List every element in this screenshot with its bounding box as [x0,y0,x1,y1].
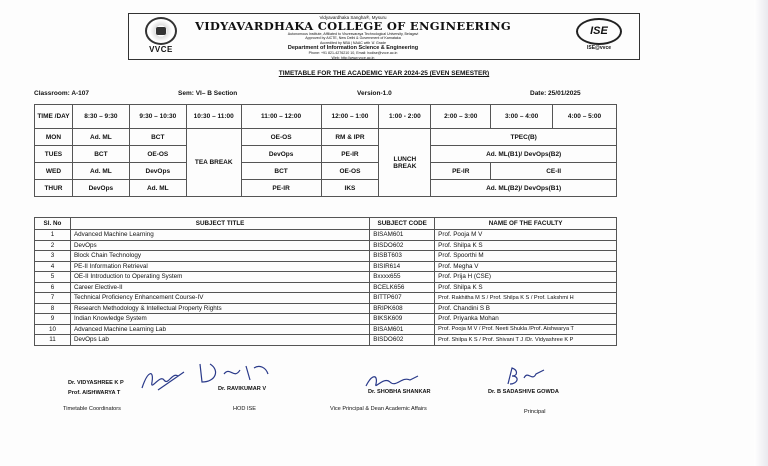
class-cell: BCT [241,163,321,180]
classroom-text: Classroom: A-107 [34,90,90,97]
subject-title: DevOps [70,240,369,251]
principal-role: Principal [524,409,546,415]
subject-code: BIKSK609 [370,314,435,325]
subject-code: BCELK656 [370,282,435,293]
slot-header: 10:30 – 11:00 [186,105,241,129]
serial-no: 8 [35,303,71,314]
subject-row [35,272,617,283]
subject-row [35,324,617,335]
class-cell: RM & IPR [321,129,379,146]
letterhead-text [193,15,513,60]
accreditation-line: Accredited by NBA | NAAC with 'A' Grade [319,40,387,45]
hod-signature-icon [196,360,276,386]
subject-header-row [35,218,617,230]
coordinator-signature-icon [138,366,188,394]
affiliation-line: Autonomous Institute, Affiliated to Visvesvaraya Technological University, Belagavi [287,32,419,36]
subject-row [35,240,617,251]
class-cell: PE-IR [321,146,379,163]
department-logo [569,18,629,58]
serial-no: 10 [35,324,71,335]
subject-row [35,293,617,304]
faculty-name: Prof. Pooja M V [435,230,617,241]
faculty-name: Prof. Prija H (CSE) [435,272,617,283]
day-row-wed [35,163,617,180]
hod-name: Dr. RAVIKUMAR V [218,386,267,392]
subject-row [35,282,617,293]
subject-title: Advanced Machine Learning Lab [70,324,369,335]
subject-row [35,261,617,272]
time-slot-header-row [35,105,617,129]
faculty-name: Prof. Megha V [435,261,617,272]
class-cell: Ad. ML [72,129,129,146]
approval-line: Approved by AICTE, New Delhi & Government of Karnataka [305,36,401,41]
college-emblem-icon [145,17,177,45]
college-logo [133,17,189,57]
slot-header: 11:00 – 12:00 [241,105,321,129]
coordinator-1-name: Dr. VIDYASHREE K P [68,380,124,386]
department-name: Department of Information Science & Engineering [287,45,419,52]
department-logo-caption: ISE@vvce [586,45,612,51]
afternoon-cell: CE-II [491,163,617,180]
class-cell: PE-IR [241,180,321,197]
weekly-timetable [34,104,617,197]
faculty-name: Prof. Shilpa K S [435,240,617,251]
tea-break-cell: TEA BREAK [186,129,241,197]
subject-title: Career Elective-II [70,282,369,293]
day-row-thur [35,180,617,197]
serial-no: 1 [35,230,71,241]
class-cell: OE-OS [129,146,186,163]
serial-no: 7 [35,293,71,304]
subject-title: Research Methodology & Intellectual Property Rights [70,303,369,314]
subject-code: BISDO602 [370,240,435,251]
slot-header: 8:30 – 9:30 [72,105,129,129]
subject-row [35,251,617,262]
class-cell: DevOps [129,163,186,180]
afternoon-cell: Ad. ML(B2)/ DevOps(B1) [431,180,617,197]
slot-header: 4:00 – 5:00 [553,105,617,129]
serial-no: 9 [35,314,71,325]
college-letterhead [128,13,640,60]
subject-faculty-table [34,217,617,346]
subject-code: BITTP607 [370,293,435,304]
timetable-title: TIMETABLE FOR THE ACADEMIC YEAR 2024-25 (EVEN SEMESTER) [278,70,490,77]
serial-no: 5 [35,272,71,283]
subject-row [35,303,617,314]
serial-no: 2 [35,240,71,251]
column-header: NAME OF THE FACULTY [435,218,617,230]
subject-title: Indian Knowledge System [70,314,369,325]
time-day-header: TIME /DAY [35,105,73,129]
serial-no: 3 [35,251,71,262]
hod-role: HOD ISE [233,406,257,412]
trust-line: Vidyavardhaka Sangha®, Mysuru [319,15,387,20]
day-cell: TUES [35,146,73,163]
coordinator-2-name: Prof. AISHWARYA T [68,390,121,396]
column-header: Sl. No [35,218,71,230]
day-cell: WED [35,163,73,180]
version-label: Version-1.0 [357,90,392,97]
date-label: Date: 25/01/2025 [530,90,581,97]
subject-row [35,230,617,241]
day-row-tues [35,146,617,163]
class-cell: OE-OS [241,129,321,146]
subject-row [35,314,617,325]
class-cell: Ad. ML [72,163,129,180]
faculty-name: Prof. Rakhitha M S / Prof. Shilpa K S / Prof. Lakshmi H [435,293,617,304]
class-cell: DevOps [241,146,321,163]
class-cell: BCT [129,129,186,146]
faculty-name: Prof. Shilpa K S [435,282,617,293]
column-header: SUBJECT TITLE [70,218,369,230]
subject-title: DevOps Lab [70,335,369,346]
class-cell: OE-OS [321,163,379,180]
subject-title: Block Chain Technology [70,251,369,262]
column-header: SUBJECT CODE [370,218,435,230]
faculty-name: Prof. Chandini S B [435,303,617,314]
principal-signature-icon [504,366,548,388]
faculty-name: Prof. Shilpa K S / Prof. Shivani T J /Dr. Vidyashree K P [435,335,617,346]
faculty-name: Prof. Spoorthi M [435,251,617,262]
semester-label: Sem: VI– B Section [178,90,238,97]
subject-title: Advanced Machine Learning [70,230,369,241]
coordinator-role: Timetable Coordinators [63,406,121,412]
subject-code: BISBT603 [370,251,435,262]
dean-role: Vice Principal & Dean Academic Affairs [330,406,427,412]
serial-no: 6 [35,282,71,293]
serial-no: 4 [35,261,71,272]
subject-code: BRIPK608 [370,303,435,314]
subject-title: PE-II Information Retrieval [70,261,369,272]
website-line: Web: http://www.vvce.ac.in [331,55,375,60]
afternoon-cell: PE-IR [431,163,491,180]
subject-code: Bxxxx655 [370,272,435,283]
subject-code: BISIR614 [370,261,435,272]
class-cell: Ad. ML [129,180,186,197]
subject-title: OE-II Introduction to Operating System [70,272,369,283]
slot-header: 9:30 – 10:30 [129,105,186,129]
class-cell: IKS [321,180,379,197]
subject-code: BISAM601 [370,230,435,241]
college-name: VIDYAVARDHAKA COLLEGE OF ENGINEERING [194,19,512,33]
contact-line: Phone: +91 821-4276210 10, Email: hodise@vvce.ac.in [308,51,398,56]
day-cell: THUR [35,180,73,197]
subject-row [35,335,617,346]
ise-logo-icon: ISE [576,18,622,45]
slot-header: 3:00 – 4:00 [491,105,553,129]
day-cell: MON [35,129,73,146]
subject-title: Technical Proficiency Enhancement Course-IV [70,293,369,304]
faculty-name: Prof. Priyanka Mohan [435,314,617,325]
slot-header: 12:00 – 1:00 [321,105,379,129]
class-cell: DevOps [72,180,129,197]
slot-header: 1:00 - 2:00 [379,105,431,129]
day-row-mon [35,129,617,146]
subject-code: BISDO602 [370,335,435,346]
afternoon-cell: Ad. ML(B1)/ DevOps(B2) [431,146,617,163]
afternoon-cell: TPEC(B) [431,129,617,146]
subject-code: BISAM601 [370,324,435,335]
lunch-break-cell: LUNCH BREAK [379,129,431,197]
principal-name: Dr. B SADASHIVE GOWDA [488,389,559,395]
class-cell: BCT [72,146,129,163]
serial-no: 11 [35,335,71,346]
slot-header: 2:00 – 3:00 [431,105,491,129]
college-logo-caption: VVCE [149,45,173,54]
dean-name: Dr. SHOBHA SHANKAR [368,389,431,395]
faculty-name: Prof. Pooja M V / Prof. Neeti Shukla /Prof. Aishwarya T [435,324,617,335]
